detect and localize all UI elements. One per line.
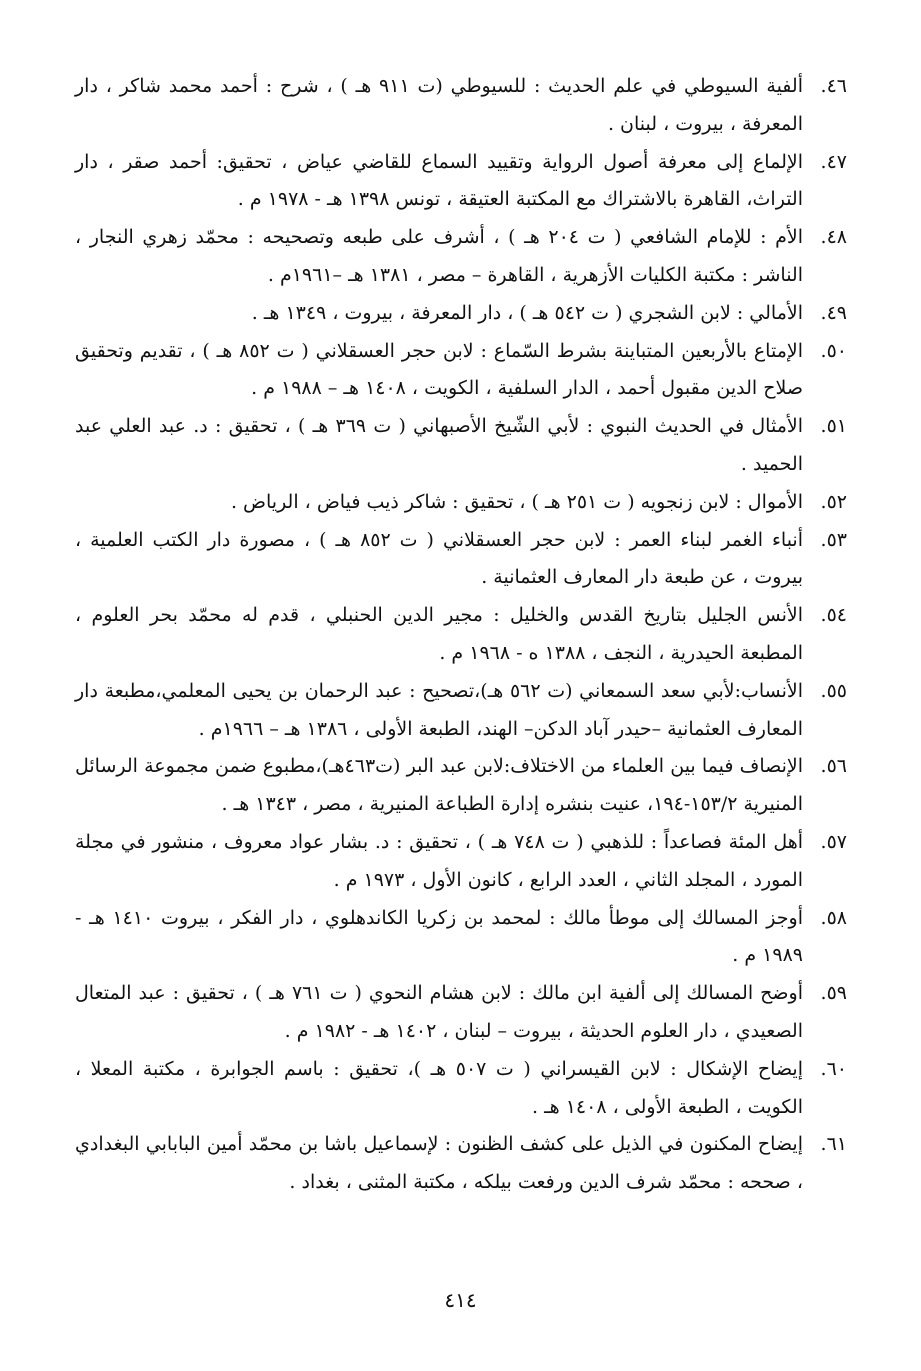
entry-number: ٤٩. [820, 301, 847, 324]
bibliography-entry [75, 295, 847, 333]
entry-number: ٥١. [820, 415, 847, 438]
entry-text: أوجز المسالك إلى موطأ مالك : لمحمد بن زكريا الكاندهلوي ، دار الفكر ، بيروت ١٤١٠ هـ - ١٩٨٩ م . [75, 906, 803, 967]
entry-number: ٦١. [820, 1133, 847, 1156]
bibliography-entry [75, 522, 847, 598]
entry-number: ٤٧. [820, 150, 847, 173]
bibliography-entry [75, 144, 847, 220]
bibliography-entry [75, 900, 847, 976]
entry-number: ٥٢. [820, 490, 847, 513]
bibliography-entry [75, 824, 847, 900]
entry-text: الإلماع إلى معرفة أصول الرواية وتقييد السماع للقاضي عياض ، تحقيق: أحمد صقر ، دار التراث، القاهرة بالاشتراك مع المكتبة العتيقة ، تونس ١٣٩٨ هـ - ١٩٧٨ م . [75, 150, 803, 211]
bibliography-entry [75, 408, 847, 484]
entry-text: أوضح المسالك إلى ألفية ابن مالك : لابن هشام النحوي ( ت ٧٦١ هـ ) ، تحقيق : عبد المتعال الصعيدي ، دار العلوم الحديثة ، بيروت – لبنان ، ١٤٠٢ هـ - ١٩٨٢ م . [75, 982, 803, 1042]
entry-text: الإمتاع بالأربعين المتباينة بشرط السّماع : لابن حجر العسقلاني ( ت ٨٥٢ هـ ) ، تقديم وتحقيق صلاح الدين مقبول أحمد ، الدار السلفية ، الكويت ، ١٤٠٨ هـ – ١٩٨٨ م . [75, 339, 803, 400]
entry-text: إيضاح الإشكال : لابن القيسراني ( ت ٥٠٧ هـ )، تحقيق : باسم الجوابرة ، مكتبة المعلا ، الكويت ، الطبعة الأولى ، ١٤٠٨ هـ . [75, 1057, 803, 1118]
entry-number: ٥٨. [820, 906, 847, 929]
bibliography-entry [75, 1126, 847, 1202]
entry-text: الإنصاف فيما بين العلماء من الاختلاف:لابن عبد البر (ت٤٦٣هـ)،مطبوع ضمن مجموعة الرسائل المنيرية ١٥٣/٢-١٩٤، عنيت بنشره إدارة الطباعة المنيرية ، مصر ، ١٣٤٣ هـ . [75, 755, 803, 816]
entry-number: ٤٦. [820, 75, 847, 97]
entry-text: الأم : للإمام الشافعي ( ت ٢٠٤ هـ ) ، أشرف على طبعه وتصحيحه : محمّد زهري النجار ، الناشر : مكتبة الكليات الأزهرية ، القاهرة – مصر ، ١٣٨١ هـ –١٩٦١م . [75, 226, 803, 286]
bibliography-entry [75, 484, 847, 522]
entry-number: ٥٤. [820, 604, 847, 627]
entry-text: الأموال : لابن زنجويه ( ت ٢٥١ هـ ) ، تحقيق : شاكر ذيب فياض ، الرياض . [230, 490, 803, 513]
entry-text: الأمثال في الحديث النبوي : لأبي الشّيخ الأصبهاني ( ت ٣٦٩ هـ ) ، تحقيق : د. عبد العلي عبد الحميد . [75, 415, 803, 475]
entry-number: ٥٣. [820, 528, 847, 551]
entry-text: ألفية السيوطي في علم الحديث : للسيوطي (ت ٩١١ هـ ) ، شرح : أحمد محمد شاكر ، دار المعرفة ، بيروت ، لبنان . [75, 75, 803, 135]
entry-number: ٥٧. [820, 830, 847, 853]
bibliography-entry [75, 673, 847, 749]
bibliography-entry [75, 975, 847, 1051]
bibliography-entry [75, 68, 847, 144]
bibliography-list [75, 68, 847, 1202]
page-number: ٤١٤ [444, 1288, 477, 1312]
entry-text: أهل المئة فصاعداً : للذهبي ( ت ٧٤٨ هـ ) ، تحقيق : د. بشار عواد معروف ، منشور في مجلة المورد ، المجلد الثاني ، العدد الرابع ، كانون الأول ، ١٩٧٣ م . [75, 830, 804, 891]
bibliography-entry [75, 1051, 847, 1127]
entry-text: الأمالي : لابن الشجري ( ت ٥٤٢ هـ ) ، دار المعرفة ، بيروت ، ١٣٤٩ هـ . [251, 301, 803, 324]
entry-text: إيضاح المكنون في الذيل على كشف الظنون : لإسماعيل باشا بن محمّد أمين البابابي البغدادي ، صححه : محمّد شرف الدين ورفعت بيلكه ، مكتبة المثنى ، بغداد . [75, 1133, 803, 1194]
entry-number: ٤٨. [820, 226, 847, 249]
entry-text: الأنس الجليل بتاريخ القدس والخليل : مجير الدين الحنبلي ، قدم له محمّد بحر العلوم ، المطبعة الحيدرية ، النجف ، ١٣٨٨ ه - ١٩٦٨ م . [75, 604, 803, 664]
bibliography-entry [75, 748, 847, 824]
entry-number: ٥٦. [820, 755, 847, 778]
entry-number: ٥٩. [820, 982, 847, 1005]
entry-number: ٥٠. [820, 339, 847, 362]
bibliography-entry [75, 597, 847, 673]
bibliography-entry [75, 219, 847, 295]
entry-number: ٦٠. [820, 1057, 847, 1080]
bibliography-entry [75, 333, 847, 409]
entry-number: ٥٥. [820, 679, 847, 702]
entry-text: الأنساب:لأبي سعد السمعاني (ت ٥٦٢ هـ)،تصحيح : عبد الرحمان بن يحيى المعلمي،مطبعة دار المعارف العثمانية –حيدر آباد الدكن– الهند، الطبعة الأولى ، ١٣٨٦ هـ – ١٩٦٦م . [75, 679, 803, 740]
entry-text: أنباء الغمر لبناء العمر : لابن حجر العسقلاني ( ت ٨٥٢ هـ ) ، مصورة دار الكتب العلمية ، بيروت ، عن طبعة دار المعارف العثمانية . [75, 528, 803, 589]
